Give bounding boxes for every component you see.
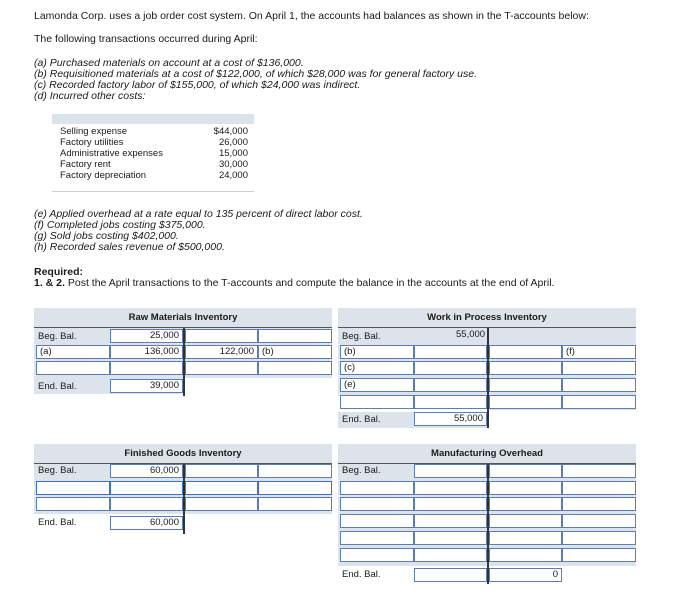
finished-goods-debit-2-value[interactable] (110, 497, 183, 511)
table-divider (52, 191, 254, 192)
raw-materials-credit-1-label[interactable] (258, 329, 332, 343)
overhead-credit-6[interactable] (489, 548, 562, 562)
cost-value: 15,000 (218, 148, 248, 159)
wip-credit-4[interactable] (489, 395, 562, 409)
required-text: Post the April transactions to the T-accounts and compute the balance in the accounts at the end of April. (64, 277, 555, 289)
overhead-beg-value[interactable] (414, 464, 487, 478)
finished-goods-credit-3-label[interactable] (258, 497, 332, 511)
transaction-h: (h) Recorded sales revenue of $500,000. (34, 241, 225, 253)
wip-end-value[interactable]: 55,000 (414, 412, 487, 426)
overhead-debit-1-label[interactable] (340, 481, 414, 495)
raw-materials-beg-value[interactable]: 25,000 (110, 329, 183, 343)
cost-value: 30,000 (218, 159, 248, 170)
finished-goods-end-label: End. Bal. (38, 517, 77, 528)
required-label: Required: (34, 266, 84, 278)
overhead-debit-5-value[interactable] (414, 548, 487, 562)
overhead-credit-6-label[interactable] (562, 548, 636, 562)
overhead-credit-1[interactable] (489, 464, 562, 478)
raw-materials-debit-a-label[interactable]: (a) (36, 345, 110, 359)
raw-materials-credit-2[interactable] (185, 361, 258, 375)
raw-materials-debit-2-label[interactable] (36, 361, 110, 375)
overhead-debit-4-label[interactable] (340, 531, 414, 545)
overhead-credit-5-label[interactable] (562, 531, 636, 545)
overhead-end-debit[interactable] (414, 568, 487, 582)
wip-end-label: End. Bal. (342, 414, 381, 425)
finished-goods-beg-value[interactable]: 60,000 (110, 464, 183, 478)
transaction-g: (g) Sold jobs costing $402,000. (34, 230, 179, 242)
cost-label: Factory depreciation (60, 170, 147, 181)
raw-materials-credit-1[interactable] (185, 329, 258, 343)
other-costs-header (52, 114, 254, 124)
raw-materials-credit-b-value[interactable]: 122,000 (185, 345, 258, 359)
overhead-debit-2-label[interactable] (340, 497, 414, 511)
overhead-debit-4-value[interactable] (414, 531, 487, 545)
finished-goods-credit-1[interactable] (185, 464, 258, 478)
wip-debit-c-label[interactable]: (c) (340, 361, 414, 375)
transaction-c: (c) Recorded factory labor of $155,000, of which $24,000 was indirect. (34, 79, 361, 91)
required-instructions (34, 277, 554, 289)
cost-value: 24,000 (218, 170, 248, 181)
wip-debit-4-value[interactable] (414, 395, 487, 409)
raw-materials-end-label: End. Bal. (38, 381, 77, 392)
wip-credit-2-label[interactable] (562, 361, 636, 375)
overhead-credit-4-label[interactable] (562, 514, 636, 528)
raw-materials-end-value[interactable]: 39,000 (110, 379, 183, 393)
transaction-d: (d) Incurred other costs: (34, 90, 146, 102)
overhead-credit-4[interactable] (489, 514, 562, 528)
cost-value: 26,000 (218, 137, 248, 148)
overhead-header (338, 444, 636, 464)
wip-beg-label: Beg. Bal. (342, 331, 381, 342)
cost-label: Factory utilities (60, 137, 124, 148)
cost-label: Selling expense (60, 126, 128, 137)
overhead-credit-2-label[interactable] (562, 481, 636, 495)
overhead-end-value[interactable]: 0 (489, 568, 562, 582)
wip-credit-f-label[interactable]: (f) (562, 345, 636, 359)
wip-debit-e-value[interactable] (414, 378, 487, 392)
intro-text: Lamonda Corp. uses a job order cost system. On April 1, the accounts had balances as shown in the T-accounts below: (34, 10, 589, 22)
raw-materials-debit-2-value[interactable] (110, 361, 183, 375)
cost-label: Administrative expenses (60, 148, 163, 159)
transaction-e: (e) Applied overhead at a rate equal to 135 percent of direct labor cost. (34, 208, 363, 220)
overhead-credit-3-label[interactable] (562, 497, 636, 511)
finished-goods-header (34, 444, 332, 464)
wip-credit-f-value[interactable] (489, 345, 562, 359)
finished-goods-debit-1-value[interactable] (110, 481, 183, 495)
finished-goods-credit-3[interactable] (185, 497, 258, 511)
wip-debit-b-value[interactable] (414, 345, 487, 359)
wip-debit-e-label[interactable]: (e) (340, 378, 414, 392)
transaction-a: (a) Purchased materials on account at a cost of $136,000. (34, 57, 304, 69)
transactions-heading: The following transactions occurred during April: (34, 33, 258, 45)
transaction-f: (f) Completed jobs costing $375,000. (34, 219, 206, 231)
raw-materials-credit-2-label[interactable] (258, 361, 332, 375)
wip-credit-4-label[interactable] (562, 395, 636, 409)
overhead-credit-3[interactable] (489, 497, 562, 511)
overhead-debit-3-label[interactable] (340, 514, 414, 528)
overhead-credit-2[interactable] (489, 481, 562, 495)
overhead-credit-5[interactable] (489, 531, 562, 545)
raw-materials-debit-a-value[interactable]: 136,000 (110, 345, 183, 359)
wip-credit-3-label[interactable] (562, 378, 636, 392)
overhead-title: Manufacturing Overhead (431, 448, 543, 459)
finished-goods-credit-2[interactable] (185, 481, 258, 495)
finished-goods-beg-label: Beg. Bal. (38, 465, 77, 476)
overhead-debit-3-value[interactable] (414, 514, 487, 528)
overhead-end-label: End. Bal. (342, 569, 381, 580)
wip-debit-b-label[interactable]: (b) (340, 345, 414, 359)
wip-credit-3[interactable] (489, 378, 562, 392)
overhead-debit-5-label[interactable] (340, 548, 414, 562)
overhead-credit-1-label[interactable] (562, 464, 636, 478)
finished-goods-debit-1-label[interactable] (36, 481, 110, 495)
wip-header (338, 308, 636, 328)
other-costs-table (52, 114, 254, 192)
finished-goods-title: Finished Goods Inventory (124, 448, 242, 459)
raw-materials-credit-b-label[interactable]: (b) (258, 345, 332, 359)
required-number: 1. & 2. (34, 277, 65, 289)
raw-materials-title: Raw Materials Inventory (128, 312, 238, 323)
finished-goods-credit-2-label[interactable] (258, 481, 332, 495)
finished-goods-debit-2-label[interactable] (36, 497, 110, 511)
overhead-debit-1-value[interactable] (414, 481, 487, 495)
raw-materials-beg-label: Beg. Bal. (38, 331, 77, 342)
overhead-beg-label: Beg. Bal. (342, 465, 381, 476)
wip-debit-4-label[interactable] (340, 395, 414, 409)
cost-value: $44,000 (213, 126, 248, 137)
cost-label: Factory rent (60, 159, 111, 170)
transaction-b: (b) Requisitioned materials at a cost of $122,000, of which $28,000 was for general factory use. (34, 68, 477, 80)
wip-credit-2[interactable] (489, 361, 562, 375)
finished-goods-credit-1-label[interactable] (258, 464, 332, 478)
wip-beg-value: 55,000 (456, 329, 486, 340)
finished-goods-end-value[interactable]: 60,000 (110, 516, 183, 530)
overhead-debit-2-value[interactable] (414, 497, 487, 511)
wip-debit-c-value[interactable] (414, 361, 487, 375)
wip-title: Work in Process Inventory (427, 312, 547, 323)
raw-materials-header (34, 308, 332, 328)
